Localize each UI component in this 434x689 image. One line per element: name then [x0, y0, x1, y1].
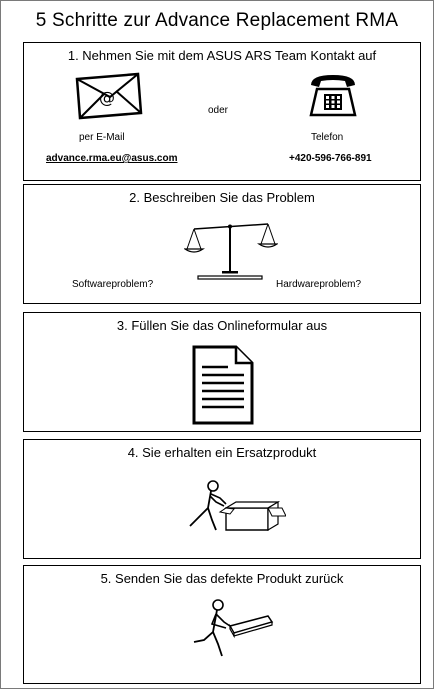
step-2-title: 2. Beschreiben Sie das Problem [129, 190, 315, 205]
svg-text:@: @ [99, 88, 115, 107]
email-label: per E-Mail [79, 132, 125, 143]
step-4-box [23, 439, 421, 559]
phone-label: Telefon [311, 132, 344, 143]
step-4-title: 4. Sie erhalten ein Ersatzprodukt [127, 445, 317, 460]
step-2-box [23, 184, 421, 304]
step-3-title: 3. Füllen Sie das Onlineformular aus [116, 318, 328, 333]
balance-scale-icon [184, 219, 278, 281]
step-3-box [23, 312, 421, 432]
step-1-title: 1. Nehmen Sie mit dem ASUS ARS Team Kontakt auf [67, 48, 377, 63]
email-link[interactable]: advance.rma.eu@asus.com [46, 153, 178, 164]
page-title: 5 Schritte zur Advance Replacement RMA [35, 10, 399, 31]
document-icon [190, 345, 256, 425]
email-envelope-icon [74, 71, 144, 121]
person-carrying-product-icon [184, 596, 294, 662]
step-1-box [23, 42, 421, 181]
person-pushing-box-icon [186, 478, 286, 534]
step-5-box [23, 565, 421, 684]
hardware-problem-label: Hardwareproblem? [276, 279, 362, 290]
or-label: oder [208, 105, 229, 116]
step-5-title: 5. Senden Sie das defekte Produkt zurück [100, 571, 344, 586]
software-problem-label: Softwareproblem? [72, 279, 154, 290]
phone-number: +420-596-766-891 [289, 153, 372, 164]
telephone-icon [307, 71, 359, 119]
